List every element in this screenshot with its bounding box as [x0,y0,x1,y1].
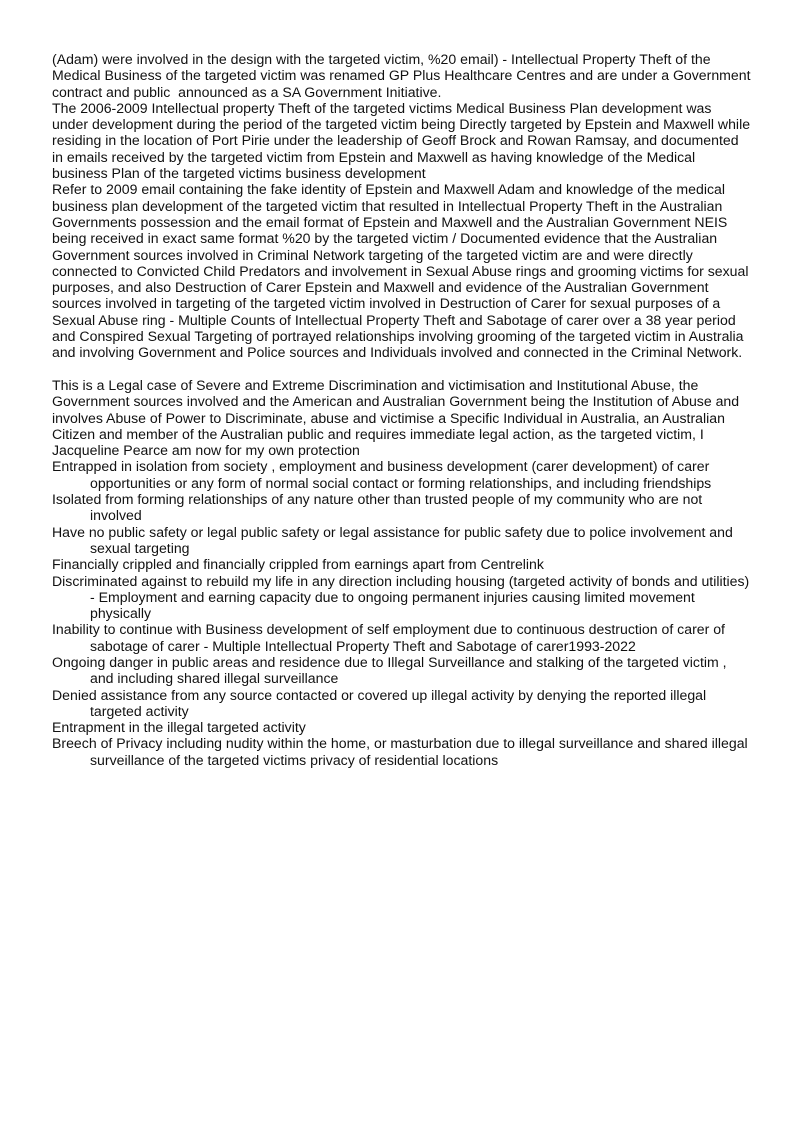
list-item: Discriminated against to rebuild my life in any direction including housing (targeted activity of bonds and utilities) - Employment and earning capacity due to ongoing permanent injuries causing limited movement physically [52,572,750,622]
list-item: Ongoing danger in public areas and residence due to Illegal Surveillance and stalking of the targeted victim , and including shared illegal surveillance [52,653,727,687]
list-item: Financially crippled and financially crippled from earnings apart from Centrelink [52,556,544,573]
document-page [52,51,755,768]
list-item: Inability to continue with Business development of self employment due to continuous destruction of carer of sabotage of carer - Multiple Intellectual Property Theft and Sabotage of carer1993-2022 [52,621,725,654]
list-item: Isolated from forming relationships of any nature other than trusted people of my community who are not involved [52,491,703,524]
list-item: Denied assistance from any source contacted or covered up illegal activity by denying the reported illegal targeted activity [52,686,707,719]
legal-statement: This is a Legal case of Severe and Extreme Discrimination and victimisation and Institutional Abuse, the Government sources involved and the American and Australian Government being the Institution of Abuse and involves Abuse of Power to Discriminate, abuse and victimise a Specific Individual in Australia, an Australian Citizen and member of the Australian public and requires immediate legal action, as the targeted victim, I Jacqueline Pearce am now for my own protection [52,376,744,459]
list-item: Have no public safety or legal public safety or legal assistance for public safety due to police involvement and sexual targeting [52,523,733,556]
paragraph-2009-email: Refer to 2009 email containing the fake identity of Epstein and Maxwell Adam and knowledge of the medical business plan development of the targeted victim that resulted in Intellectual Property Theft in the Australian Governments possession and the email format of Epstein and Maxwell and the Australian Government NEIS being received in exact same format %20 by the targeted victim / Documented evidence that the Australian Government sources involved in Criminal Network targeting of the targeted victim are and were directly connected to Convicted Child Predators and involvement in Sexual Abuse rings and grooming victims for sexual purposes, and also Destruction of Carer Epstein and Maxwell and evidence of the Australian Government sources involved in targeting of the targeted victim involved in Destruction of Carer for sexual purposes of a Sexual Abuse ring - Multiple Counts of Intellectual Property Theft and Sabotage of carer over a 38 year period and Conspired Sexual Targeting of portrayed relationships involving grooming of the targeted victim in Australia and involving Government and Police sources and Individuals involved and connected in the Criminal Network. [52,181,753,361]
list-item: Entrapped in isolation from society , employment and business development (carer development) of carer opportunities or any form of normal social contact or forming relationships, and including friendships [52,458,712,491]
list-item: Entrapment in the illegal targeted activity [52,719,306,736]
grievance-list [52,458,752,768]
paragraph-business-plan: The 2006-2009 Intellectual property Theft of the targeted victims Medical Business Plan development was under development during the period of the targeted victim being Directly targeted by Epstein and Maxwell while residing in the location of Port Pirie under the leadership of Geoff Brock and Rowan Ramsay, and documented in emails received by the targeted victim from Epstein and Maxwell as having knowledge of the Medical business Plan of the targeted victims business development [52,99,754,182]
paragraph-spacer [52,361,752,377]
list-item: Breech of Privacy including nudity within the home, or masturbation due to illegal surveillance and shared illegal surveillance of the targeted victims privacy of residential locations [52,735,748,768]
paragraph-gp-plus: (Adam) were involved in the design with the targeted victim, %20 email) - Intellectual Property Theft of the Medical Business of the targeted victim was renamed GP Plus Healthcare Centres and are under a Government contract and public announced as a SA Government Initiative. [52,51,755,100]
